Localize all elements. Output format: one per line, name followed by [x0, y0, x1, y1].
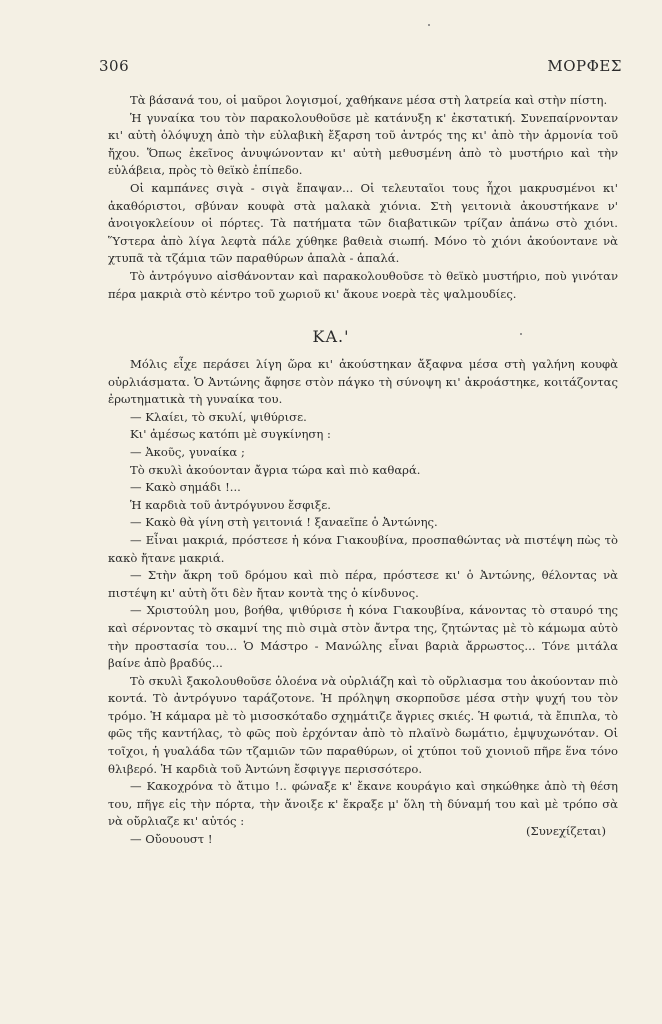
- paragraph: Κι' ἀμέσως κατόπι μὲ συγκίνηση :: [130, 427, 331, 442]
- paper-speck: [428, 24, 430, 26]
- paragraph: Ἡ καρδιὰ τοῦ ἀντρόγυνου ἔσφιξε.: [130, 497, 331, 512]
- text-block-after: [108, 356, 618, 849]
- dialogue-line: — Κακὸ θὰ γίνη στὴ γειτονιά ! ξαναεῖπε ὁ Ἀντώνης.: [130, 515, 438, 530]
- paper-speck: [520, 333, 522, 335]
- dialogue-line: — Εἶναι μακριά, πρόστεσε ἡ κόνα Γιακουβίνα, προσπαθώντας νὰ πιστέψη πὼς τὸ κακὸ ἤτανε μακριά.: [108, 532, 618, 565]
- paragraph: Τὸ σκυλὶ ξακολουθοῦσε ὁλοένα νὰ οὐρλιάζη καὶ τὸ οὔρλιασμα του ἀκούονταν πιὸ κοντά. Τὸ ἀντρόγυνο ταράζοτονε. Ἡ πρόληψη σκορποῦσε μέσα στὴν ψυχή του τὸν τρόμο. Ἡ κάμαρα μὲ τὸ μισοσκόταδο σχημάτιζε ἄγριες σκιές. Ἡ φωτιά, τὰ ἔπιπλα, τὸ φῶς τῆς καντήλας, τὸ φῶς ποὺ ἐρχόνταν ἀπὸ τὸ πλαϊνὸ δωμάτιο, ἐμψυχωνόταν. Οἱ τοῖχοι, ἡ γυαλάδα τῶν τζαμιῶν τῶν παραθύρων, οἱ χτύποι τοῦ χιονιοῦ πῆρε ἕνα τόνο θλιβερό. Ἡ καρδιὰ τοῦ Ἀντώνη ἔσφιγγε περισσότερο.: [108, 673, 618, 776]
- chapter-heading: ΚΑ.': [312, 327, 350, 346]
- running-title: ΜΟΡΦΕΣ: [547, 57, 622, 75]
- continued-note: (Συνεχίζεται): [526, 824, 606, 838]
- paragraph: Τὸ σκυλὶ ἀκούονταν ἄγρια τώρα καὶ πιὸ καθαρά.: [130, 462, 421, 477]
- text-block-before: [108, 92, 618, 303]
- paragraph: Ἡ γυναίκα του τὸν παρακολουθοῦσε μὲ κατάνυξη κ' ἐκστατική. Συνεπαίρνονταν κι' αὐτὴ ὁλόψυχη ἀπὸ τὴν εὐλαβικὴ ἔξαρση τοῦ ἀντρός της κι' ἀπὸ τὴν ἁρμονία τοῦ ἤχου. Ὅπως ἐκεῖνος ἀνυψώνονταν κι' αὐτὴ μεθυσμένη ἀπὸ τὸ μυστήριο καὶ τὴν εὐλάβεια, πρὸς τὸ θεϊκὸ ἐπίπεδο.: [108, 110, 618, 178]
- dialogue-line: — Κλαίει, τὸ σκυλί, ψιθύρισε.: [130, 409, 307, 424]
- dialogue-line: — Οὔουουστ !: [130, 832, 213, 847]
- paragraph: Τὸ ἀντρόγυνο αἰσθάνονταν καὶ παρακολουθοῦσε τὸ θεϊκὸ μυστήριο, ποὺ γινόταν πέρα μακριὰ στὸ κέντρο τοῦ χωριοῦ κι' ἄκουε νοερὰ τὲς ψαλμουδίες.: [108, 268, 618, 301]
- dialogue-line: — Στὴν ἄκρη τοῦ δρόμου καὶ πιὸ πέρα, πρόστεσε κι' ὁ Ἀντώνης, θέλοντας νὰ πιστέψη κι' αὐτὴ ὅτι δὲν ἤταν κοντὰ της ὁ κίνδυνος.: [108, 568, 618, 600]
- paragraph: Μόλις εἶχε περάσει λίγη ὥρα κι' ἀκούστηκαν ἄξαφνα μέσα στὴ γαλήνη κουφὰ οὐρλιάσματα. Ὁ Ἀντώνης ἄφησε στὸν πάγκο τὴ σύνοψη κι' ἀκροάστηκε, κοιτάζοντας ἐρωτηματικὰ τὴ γυναίκα του.: [108, 357, 618, 407]
- dialogue-line: — Ἀκοῦς, γυναίκα ;: [130, 444, 245, 459]
- paragraph: Τὰ βάσανά του, οἱ μαῦροι λογισμοί, χαθήκανε μέσα στὴ λατρεία καὶ στὴν πίστη.: [130, 93, 608, 107]
- dialogue-line: — Χριστούλη μου, βοήθα, ψιθύρισε ἡ κόνα Γιακουβίνα, κάνοντας τὸ σταυρό της καὶ σέρνοντας τὸ σκαμνί της πιὸ σιμὰ στὸν ἄντρα της, ζητώντας μὲ τὸ κάμωμα αὐτὸ τὴν προστασία του... Ὁ Μάστρο - Μανώλης εἶναι βαριὰ ἄρρωστος... Τόνε μιτάλα βαίνε ἀπὸ βραδύς...: [108, 603, 618, 671]
- paragraph: Οἱ καμπάνες σιγὰ - σιγὰ ἔπαψαν... Οἱ τελευταῖοι τους ἦχοι μακρυσμένοι κι' ἀκαθόριστοι, σβύναν κουφὰ στὰ μαλακὰ χιόνια. Στὴ γειτονιὰ ἀκουστήκανε ν' ἀνοιγοκλείουν οἱ πόρτες. Τὰ πατήματα τῶν διαβατικῶν τρίζαν ἀπάνω στὸ χιόνι. Ὕστερα ἀπὸ λίγα λεφτὰ πάλε χύθηκε βαθειὰ σιωπή. Μόνο τὸ χιόνι ἀκούοντανε νὰ χτυπᾶ τὰ τζάμια τῶν παραθύρων ἁπαλὰ - ἁπαλά.: [108, 180, 618, 266]
- dialogue-line: — Κακοχρόνα τὸ ἄτιμο !.. φώναξε κ' ἔκανε κουράγιο καὶ σηκώθηκε ἀπὸ τὴ θέση του, πῆγε εἰς τὴν πόρτα, τὴν ἄνοιξε κ' ἔκραξε μ' ὅλη τὴ δύναμή του καὶ μὲ τρόπο σὰ νὰ οὔρλιαζε κι' αὐτός :: [108, 779, 618, 829]
- dialogue-line: — Κακὸ σημάδι !...: [130, 480, 241, 495]
- page-number: 306: [99, 57, 130, 75]
